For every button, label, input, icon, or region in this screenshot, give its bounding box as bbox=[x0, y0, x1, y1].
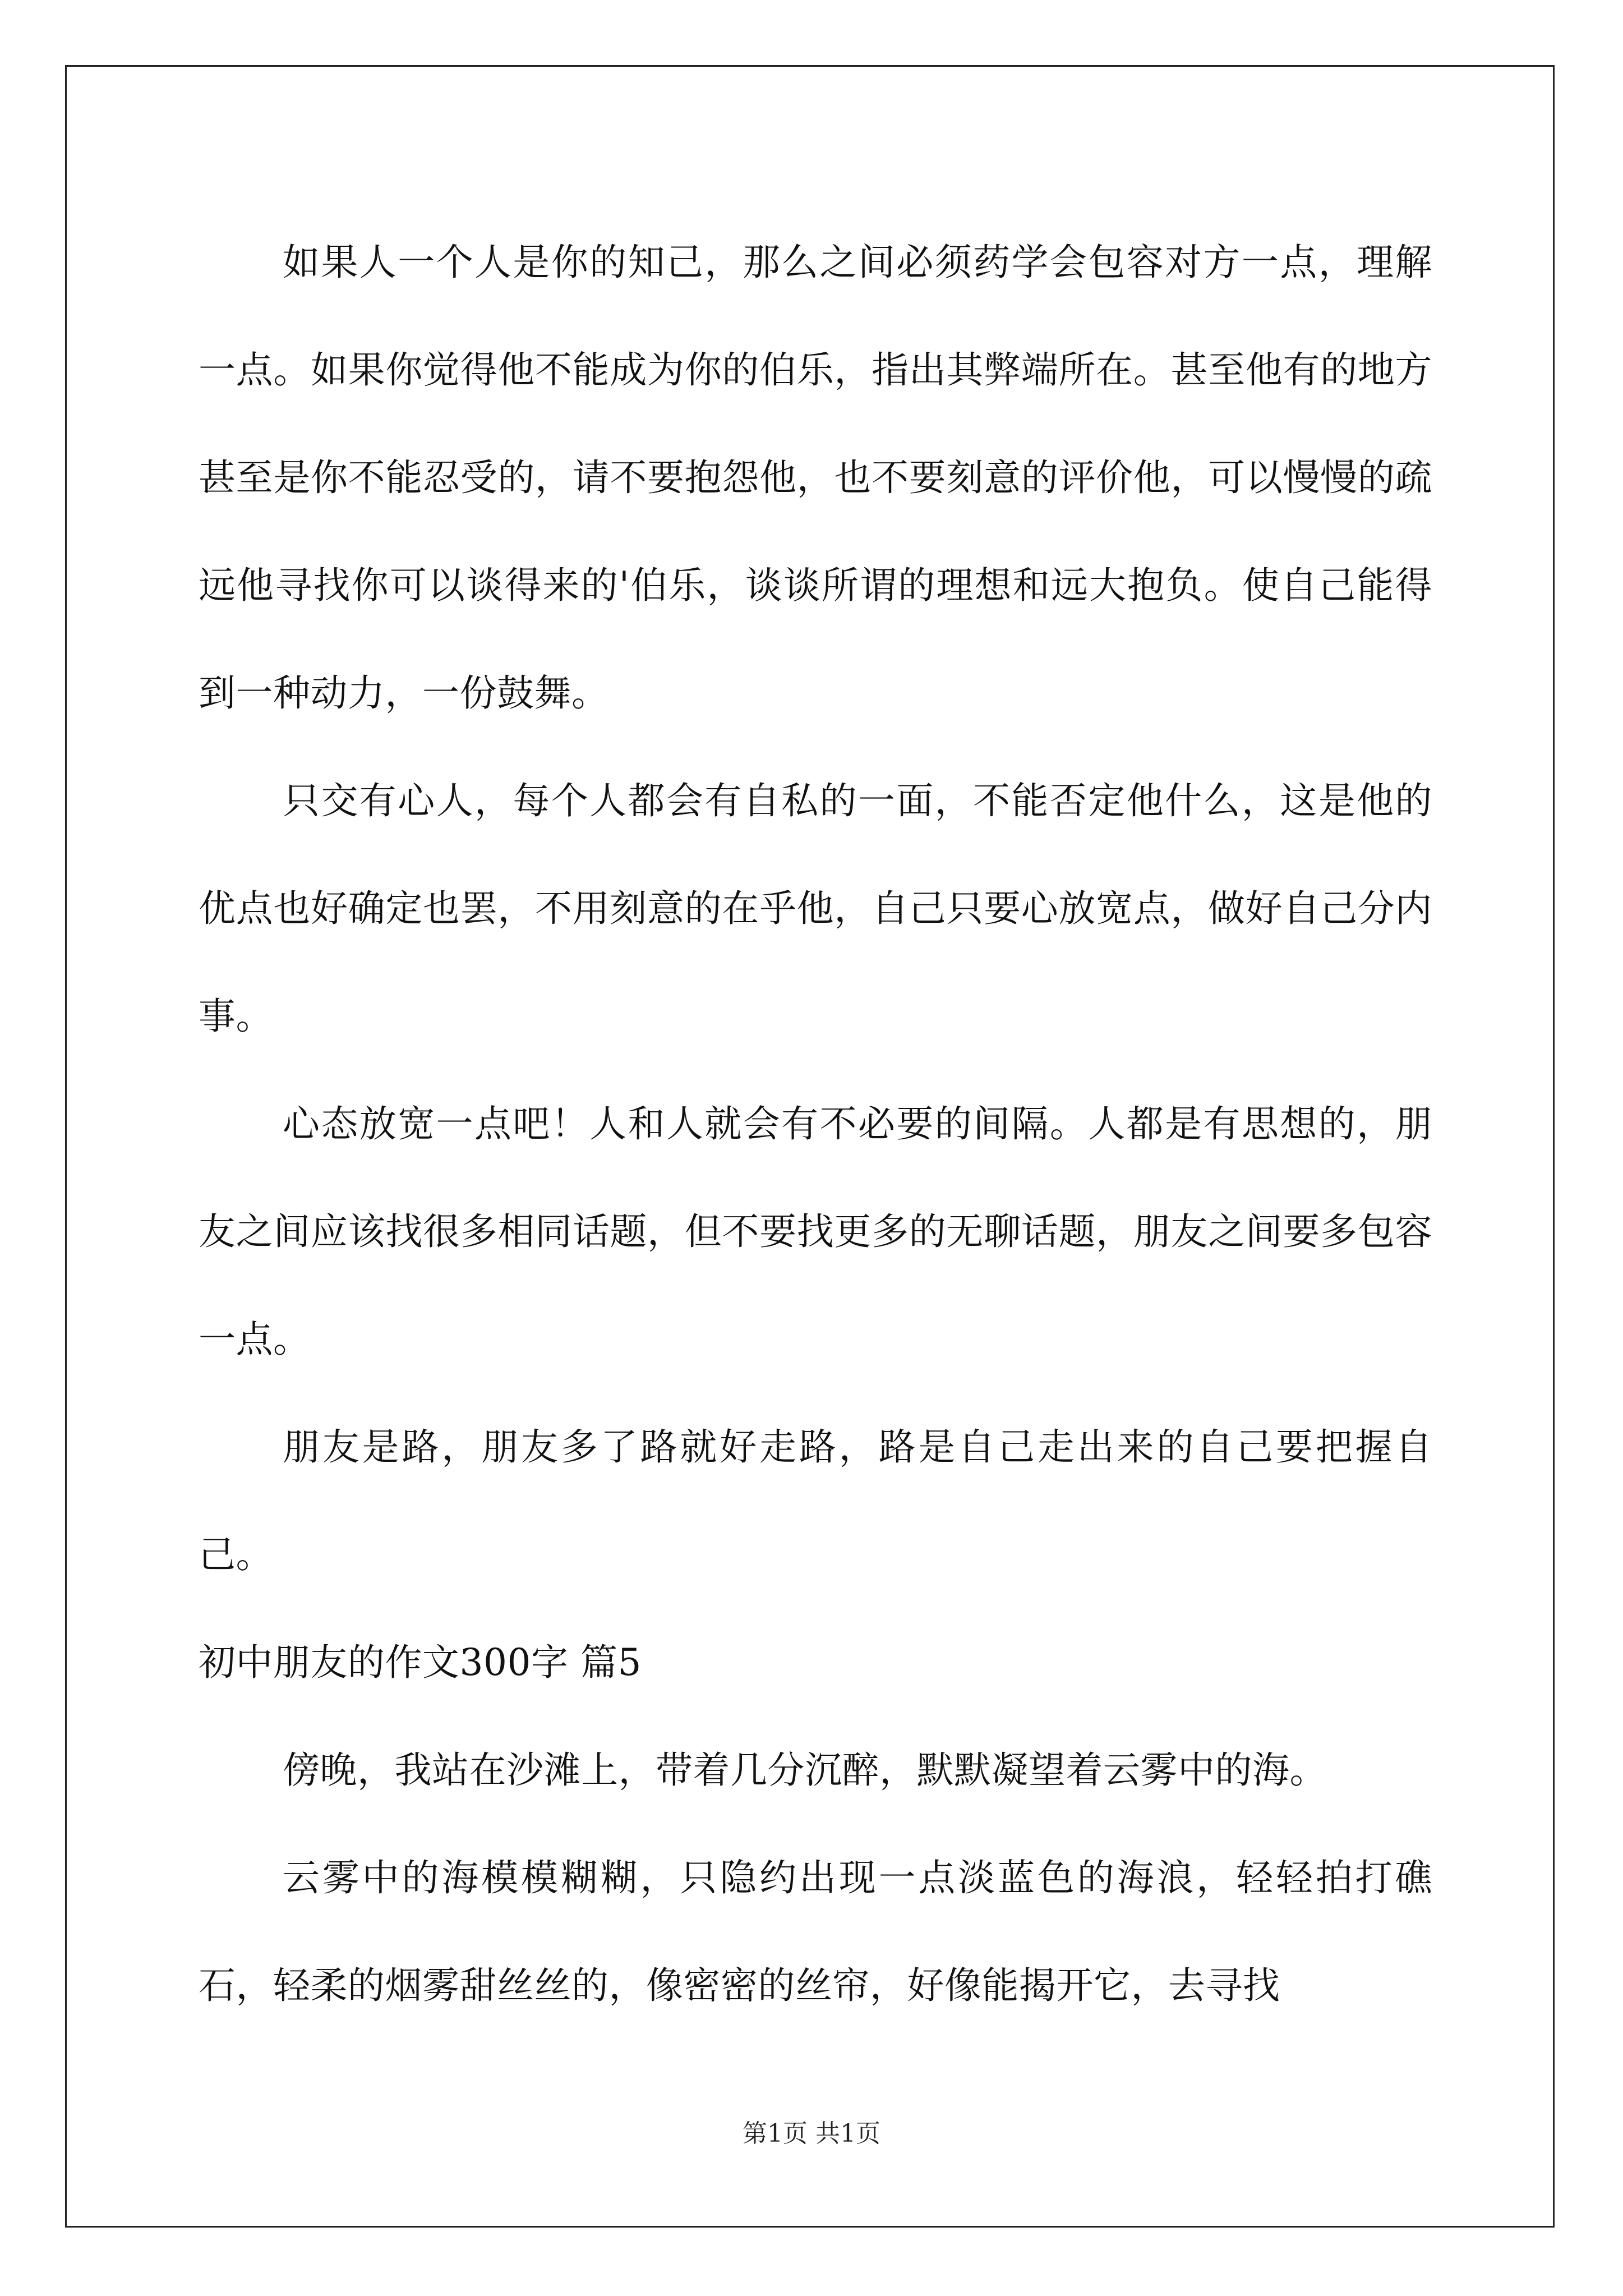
page-footer: 第1页 共1页 bbox=[743, 2119, 880, 2148]
paragraph: 朋友是路，朋友多了路就好走路，路是自己走出来的自己要把握自己。 bbox=[199, 1425, 1432, 1576]
section-heading: 初中朋友的作文300字 篇5 bbox=[199, 1641, 642, 1684]
paragraph: 只交有心人，每个人都会有自私的一面，不能否定他什么，这是他的优点也好确定也罢，不用刻意的在乎他，自己只要心放宽点，做好自己分内事。 bbox=[199, 779, 1432, 1038]
paragraph: 云雾中的海模模糊糊，只隐约出现一点淡蓝色的海浪，轻轻拍打礁石，轻柔的烟雾甜丝丝的，像密密的丝帘，好像能揭开它，去寻找 bbox=[199, 1856, 1432, 2007]
paragraph: 心态放宽一点吧！人和人就会有不必要的间隔。人都是有思想的，朋友之间应该找很多相同话题，但不要找更多的无聊话题，朋友之间要多包容一点。 bbox=[199, 1102, 1432, 1361]
paragraph: 傍晚，我站在沙滩上，带着几分沉醉，默默凝望着云雾中的海。 bbox=[283, 1749, 1327, 1792]
paragraph: 如果人一个人是你的知己，那么之间必须药学会包容对方一点，理解一点。如果你觉得他不能成为你的伯乐，指出其弊端所在。甚至他有的地方甚至是你不能忍受的，请不要抱怨他，也不要刻意的评价他，可以慢慢的疏远他寻找你可以谈得来的'伯乐，谈谈所谓的理想和远大抱负。使自己能得到一种动力，一份鼓舞。 bbox=[199, 241, 1432, 715]
document-body bbox=[199, 209, 1432, 2040]
